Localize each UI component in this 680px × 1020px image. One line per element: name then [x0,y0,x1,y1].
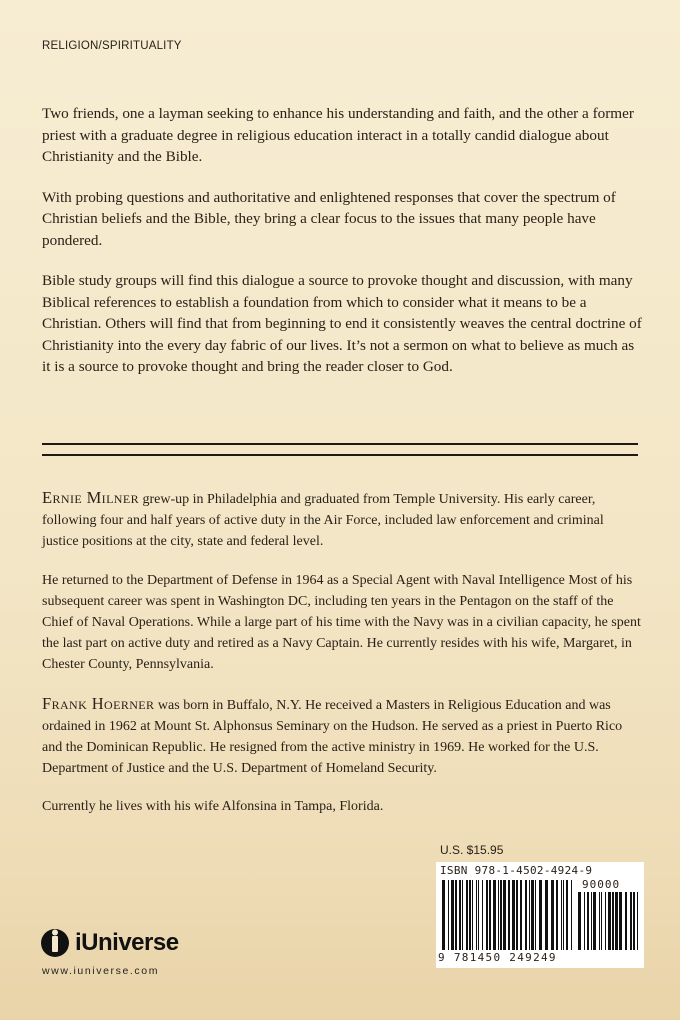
description-paragraph-3: Bible study groups will find this dialogue a source to provoke thought and discussion, with many Biblical references to establish a foundation from which to consider what it means to be a Christian. Others will find that from beginning to end it consistently weaves the central doctrine of Christianity into the every day fabric of our lives. It’s not a sermon on what to believe as much as it is a source to provoke thought and bring the reader closer to God. [42,272,642,375]
barcode-main-bars [442,880,572,950]
author2-bio-paragraph-2: Currently he lives with his wife Alfonsina in Tampa, Florida. [42,799,384,815]
isbn-text: ISBN 978-1-4502-4924-9 [440,864,593,877]
barcode-digits: 9 781450 249249 [438,951,557,964]
author-bios [42,487,642,835]
barcode-addon-bars [578,892,638,950]
author2-bio-text: was born in Buffalo, N.Y. He received a Masters in Religious Education and was ordained in 1962 at Mount St. Alphonsus Seminary on the Hudson. He served as a priest in Puerto Rico and the Dominican Republic. He resigned from the active ministry in 1969. He worked for the U.S. Department of Justice and the U.S. Department of Homeland Security. [42,697,623,777]
iuniverse-logo-icon [40,927,70,959]
author2-bio-paragraph-1 [42,693,642,780]
publisher-name: iUniverse [75,929,179,956]
barcode-addon-digits: 90000 [582,878,621,891]
divider-line-top [42,443,638,445]
publisher-logo [40,926,179,960]
author1-bio-paragraph-2: He returned to the Department of Defense in 1964 as a Special Agent with Naval Intelligence Most of his subsequent career was spent in Washington DC, including ten years in the Pentagon on the staff of the Chief of Naval Operations. While a large part of his time with the Navy was in a civilian capacity, he spent the last part on active duty and retired as a Navy Captain. He currently resides with his wife, Margaret, in Chester County, Pennsylvania. [42,572,641,673]
category-label: RELIGION/SPIRITUALITY [42,40,182,52]
author1-name: Ernie Milner [42,488,139,507]
description-paragraph-2: With probing questions and authoritative and enlightened responses that cover the spectrum of Christian beliefs and the Bible, they bring a clear focus to the issues that many people have pondered. [42,188,616,249]
price-label: U.S. $15.95 [440,843,504,857]
author2-name: Frank Hoerner [42,693,155,713]
divider-line-bottom [42,454,638,456]
book-description [42,103,642,397]
author1-bio-paragraph-1 [42,487,642,553]
barcode [436,862,644,968]
publisher-url: www.iuniverse.com [42,965,160,977]
description-paragraph-1: Two friends, one a layman seeking to enhance his understanding and faith, and the other a former priest with a graduate degree in religious education interact in a totally candid dialogue about Christianity and the Bible. [42,105,634,165]
author1-bio-text: grew-up in Philadelphia and graduated from Temple University. His early career, following four and half years of active duty in the Air Force, included law enforcement and criminal justice positions at the city, state and federal level. [42,492,604,550]
